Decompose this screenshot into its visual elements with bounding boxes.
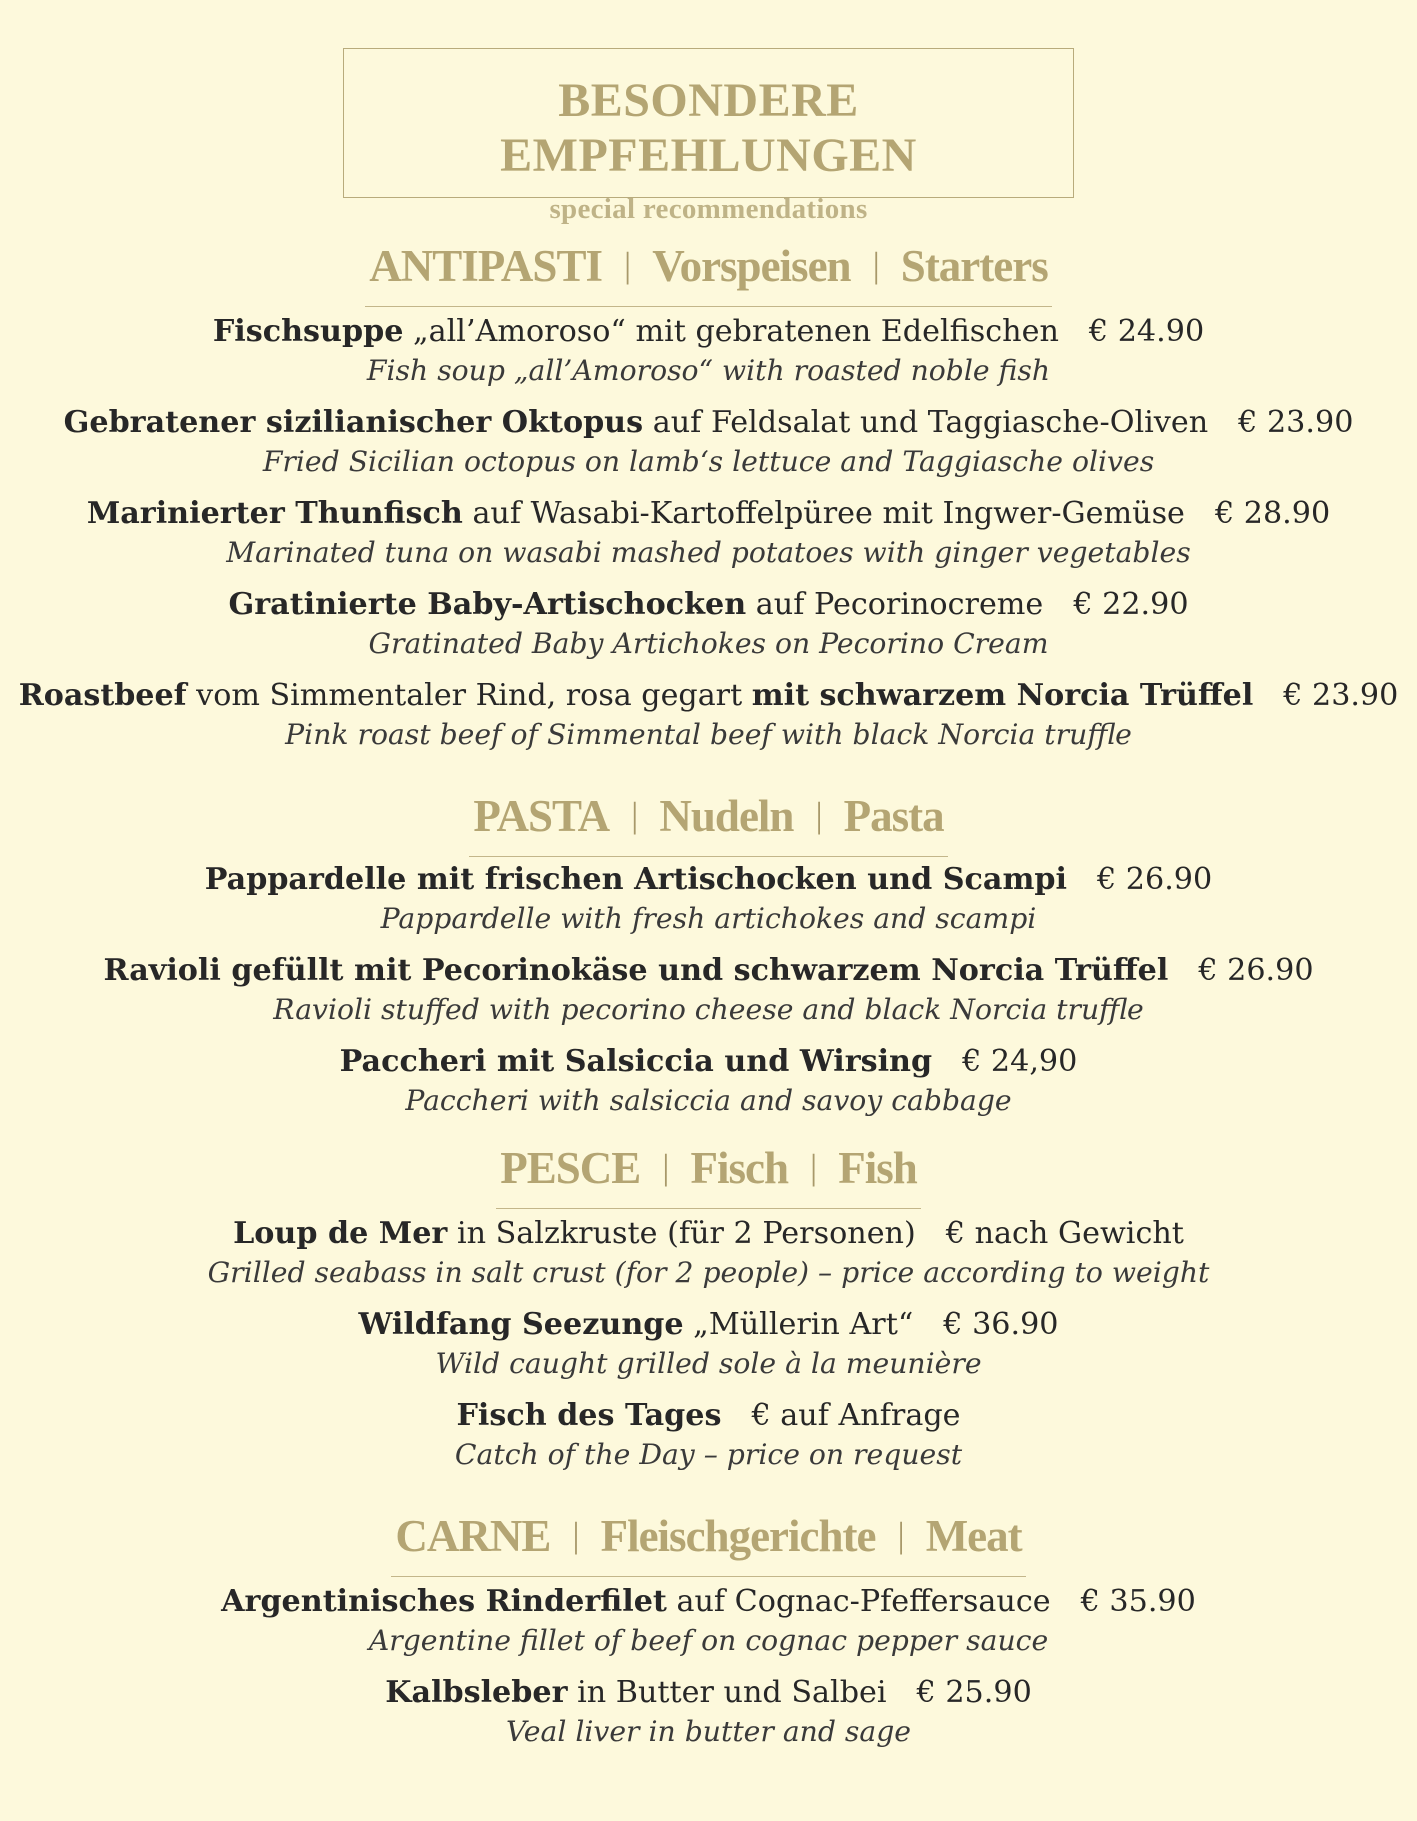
dish-translation: Grilled seabass in salt crust (for 2 people) – price according to weight: [207, 1256, 1210, 1289]
menu-item: [0, 1396, 1417, 1474]
dish-name: Ravioli gefüllt mit Pecorinokäse und schwarzem Norcia Trüffel: [103, 953, 1169, 988]
dish-name: Marinierter Thunfisch: [86, 496, 463, 531]
dish-translation: Pink roast beef of Simmental beef with black Norcia truffle: [285, 718, 1132, 751]
dish-price: € 26.90: [1198, 953, 1314, 988]
dish-price: € 24.90: [1088, 314, 1205, 349]
dish-price: € 23.90: [1238, 405, 1354, 440]
dish-description: in Salzkruste (für 2 Personen): [447, 1216, 916, 1251]
dish-translation: Wild caught grilled sole à la meunière: [435, 1347, 982, 1380]
menu-item: [0, 403, 1417, 481]
menu-subtitle: special recommendations: [549, 193, 868, 225]
divider: |: [572, 1515, 579, 1555]
dish-translation: Fried Sicilian octopus on lamb‘s lettuce and Taggiasche olives: [262, 445, 1155, 478]
section-title-german: Fisch: [690, 1143, 789, 1193]
section-title-italian: PASTA: [473, 791, 610, 841]
section-title-italian: CARNE: [395, 1511, 551, 1561]
dish-name: Gebratener sizilianischer Oktopus: [63, 405, 644, 440]
dish-translation: Veal liver in butter and sage: [505, 1715, 912, 1748]
menu-item: [0, 676, 1417, 754]
dish-description: auf Feldsalat und Taggiasche-Oliven: [643, 405, 1209, 440]
dish-name: Fisch des Tages: [456, 1398, 722, 1433]
menu-title: BESONDERE EMPFEHLUNGEN: [500, 74, 917, 182]
divider: |: [810, 1147, 817, 1187]
dish-name-extra: mit schwarzem Norcia Trüffel: [751, 678, 1254, 713]
menu-item: [0, 951, 1417, 1029]
menu-item: [0, 1582, 1417, 1660]
menu-item: [0, 1214, 1417, 1292]
section-title-german: Nudeln: [659, 791, 794, 841]
dish-translation: Ravioli stuffed with pecorino cheese and black Norcia truffle: [273, 993, 1144, 1026]
dish-price: € 25.90: [916, 1675, 1032, 1710]
section-title-english: Pasta: [843, 791, 944, 841]
dish-price: € auf Anfrage: [751, 1398, 961, 1433]
dish-price: € 24,90: [962, 1044, 1078, 1079]
section-title-italian: ANTIPASTI: [369, 241, 602, 291]
section-heading-pasta: [0, 790, 1417, 857]
dish-description: „Müllerin Art“: [683, 1307, 914, 1342]
divider: |: [662, 1147, 669, 1187]
dish-translation: Fish soup „all’Amoroso“ with roasted noble fish: [366, 354, 1051, 387]
divider: |: [872, 245, 879, 285]
section-title-german: Fleischgerichte: [600, 1511, 876, 1561]
dish-name: Pappardelle mit frischen Artischocken und Scampi: [204, 862, 1067, 897]
menu-item: [0, 1305, 1417, 1383]
dish-description: „all’Amoroso“ mit gebratenen Edelfischen: [403, 314, 1059, 349]
dish-translation: Marinated tuna on wasabi mashed potatoes with ginger vegetables: [226, 536, 1191, 569]
dish-description: auf Cognac-Pfeffersauce: [666, 1584, 1051, 1619]
dish-name: Fischsuppe: [212, 314, 404, 349]
dish-description: auf Pecorinocreme: [746, 587, 1044, 622]
section-title-english: Starters: [900, 241, 1048, 291]
menu-item: [0, 312, 1417, 390]
dish-translation: Pappardelle with fresh artichokes and scampi: [380, 902, 1037, 935]
dish-description: vom Simmentaler Rind, rosa gegart: [186, 678, 752, 713]
section-title-english: Meat: [925, 1511, 1022, 1561]
dish-description: in Butter und Salbei: [567, 1675, 887, 1710]
divider: |: [623, 245, 631, 285]
section-heading-carne: [0, 1510, 1417, 1577]
dish-name: Paccheri mit Salsiccia und Wirsing: [339, 1044, 933, 1079]
dish-name: Argentinisches Rinderfilet: [221, 1584, 667, 1619]
dish-price: € nach Gewicht: [945, 1216, 1184, 1251]
section-title-german: Vorspeisen: [652, 241, 851, 291]
section-title-english: Fish: [838, 1143, 917, 1193]
menu-header: [343, 48, 1074, 225]
dish-price: € 28.90: [1214, 496, 1331, 531]
menu-item: [0, 1042, 1417, 1120]
dish-name: Gratinierte Baby-Artischocken: [228, 587, 747, 622]
dish-name: Loup de Mer: [233, 1216, 448, 1251]
dish-translation: Paccheri with salsiccia and savoy cabbage: [405, 1084, 1012, 1117]
dish-price: € 26.90: [1097, 862, 1213, 897]
dish-name: Roastbeef: [18, 678, 187, 713]
section-heading-antipasti: [0, 240, 1417, 307]
dish-price: € 23.90: [1283, 678, 1399, 713]
dish-name: Kalbsleber: [385, 1675, 568, 1710]
menu-item: [0, 1673, 1417, 1751]
dish-name: Wildfang Seezunge: [358, 1307, 684, 1342]
section-title-italian: PESCE: [500, 1143, 641, 1193]
dish-price: € 22.90: [1073, 587, 1189, 622]
menu-item: [0, 860, 1417, 938]
divider: |: [815, 795, 822, 835]
dish-translation: Gratinated Baby Artichokes on Pecorino Cream: [368, 627, 1049, 660]
section-heading-pesce: [0, 1142, 1417, 1209]
divider: |: [897, 1515, 904, 1555]
dish-price: € 36.90: [943, 1307, 1059, 1342]
dish-price: € 35.90: [1080, 1584, 1196, 1619]
dish-translation: Catch of the Day – price on request: [454, 1438, 963, 1471]
dish-translation: Argentine fillet of beef on cognac pepper sauce: [368, 1624, 1049, 1657]
divider: |: [631, 795, 638, 835]
menu-item: [0, 585, 1417, 663]
dish-description: auf Wasabi-Kartoffelpüree mit Ingwer-Gemüse: [462, 496, 1185, 531]
menu-item: [0, 494, 1417, 572]
